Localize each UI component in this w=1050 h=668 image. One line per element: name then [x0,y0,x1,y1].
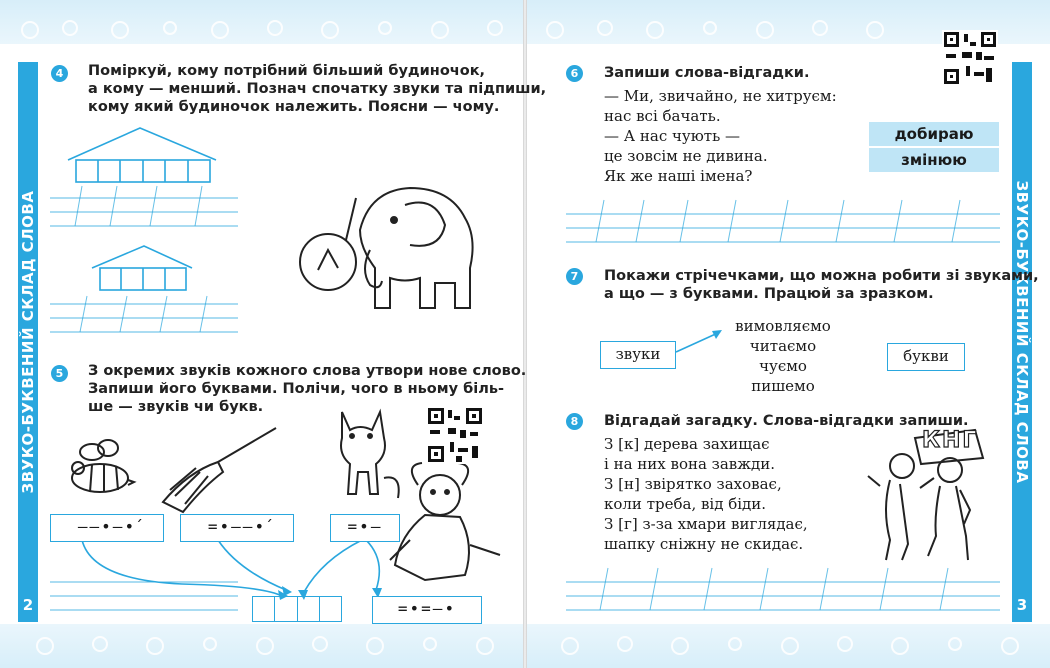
task-7-line: Покажи стрічечками, що можна робити зі звуками, [604,268,1039,284]
task-4-number: 4 [51,65,68,82]
bubble-letters: КНГ [922,428,979,453]
riddle-line: З [н] звірятко заховає, [604,475,782,493]
task-5-line: ше — звуків чи букв. [88,399,264,415]
riddle-line: нас всі бачать. [604,107,721,125]
verb-item[interactable]: чуємо [759,357,807,375]
verb-item[interactable]: читаємо [749,337,817,355]
word-button-zminiuiu[interactable]: змінюю [869,148,999,172]
task-8-riddle [604,434,808,554]
riddle-line: З [к] дерева захищає [604,435,770,453]
task-7-sample-arrow [676,332,720,352]
verb-list [730,316,836,396]
task-6-number: 6 [566,65,583,82]
scheme-cat: =•— [330,514,400,542]
task-8-instruction: Відгадай загадку. Слова-відгадки запиши. [604,413,969,429]
task-7-number: 7 [566,268,583,285]
word-button-dobyraiu[interactable]: добираю [869,122,999,146]
scheme-result: =•=—• [372,596,482,624]
box-bukvy[interactable]: букви [887,343,965,371]
verb-item[interactable]: вимовляємо [735,317,831,335]
side-title-right: ЗВУКО-БУКВЕНИЙ СКЛАД СЛОВА [1013,180,1031,484]
scheme-broom: =•——•́ [180,514,294,542]
side-title-left: ЗВУКО-БУКВЕНИЙ СКЛАД СЛОВА [19,190,37,494]
scheme-bee: ——•—•́ [50,514,164,542]
riddle-line: З [г] з-за хмари виглядає, [604,515,808,533]
task-5-line: Запиши його буквами. Полічи, чого в ньому біль- [88,381,505,397]
riddle-line: коли треба, від біди. [604,495,767,513]
riddle-line: — Ми, звичайно, не хитруєм: [604,87,837,105]
riddle-line: Як же наші імена? [604,167,753,185]
riddle-line: шапку сніжну не скидає. [604,535,804,553]
task-4-line: а кому — менший. Познач спочатку звуки та підпиши, [88,81,547,97]
task-5-line: З окремих звуків кожного слова утвори нове слово. [88,363,527,379]
box-zvuky[interactable]: звуки [600,341,676,369]
task-8-number: 8 [566,413,583,430]
task-5-number: 5 [51,365,68,382]
verb-item[interactable]: пишемо [751,377,815,395]
task-6-instruction: Запиши слова-відгадки. [604,65,810,81]
riddle-line: — А нас чують — [604,127,741,145]
riddle-line: і на них вона завжди. [604,455,776,473]
page-number-left: 2 [18,594,38,616]
page-number-right: 3 [1012,594,1032,616]
task-4-line: кому який будиночок належить. Поясни — чому. [88,99,500,115]
riddle-line: це зовсім не дивина. [604,147,768,165]
task-4-line: Поміркуй, кому потрібний більший будиночок, [88,63,486,79]
task-7-text [604,267,1039,303]
task-7-line: а що — з буквами. Працюй за зразком. [604,286,934,302]
